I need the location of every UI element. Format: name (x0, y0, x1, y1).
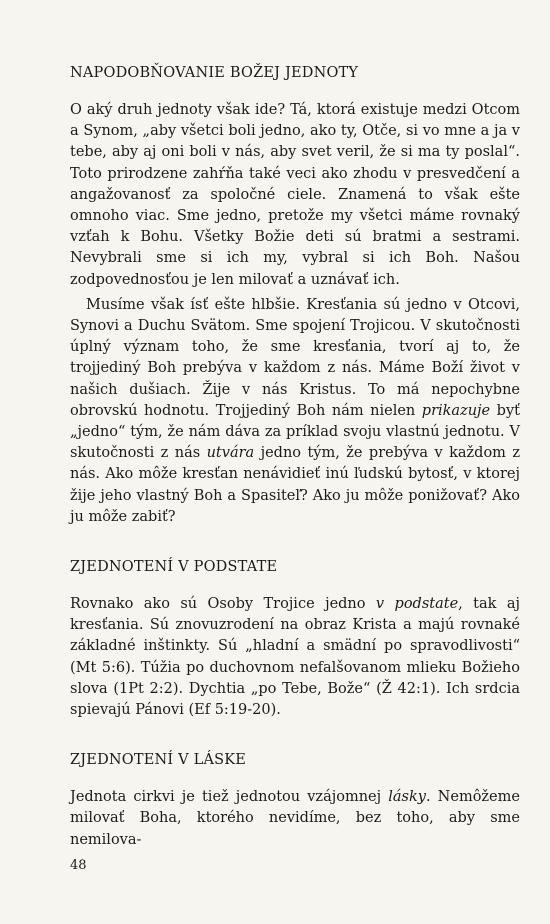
paragraph-3-part-b: , tak aj kresťania. Sú znovuzrodení na obraz Krista a majú rovnaké základné inštinkty. Sú „hladní a smädní po spravodlivosti“ (Mt 5:6). Túžia po duchovnom nefalšovanom mlieku Božieho slova (1Pt 2:2). Dychtia „po Tebe, Bože“ (Ž 42:1). Ich srdcia spievajú Pánovi (Ef 5:19-20). (70, 596, 521, 719)
paragraph-4 (70, 787, 520, 851)
paragraph-3-part-a: Rovnako ako sú Osoby Trojice jedno (70, 596, 376, 613)
paragraph-2-part-a: Musíme však ísť ešte hlbšie. Kresťania sú jedno v Otcovi, Synovi a Duchu Svätom. Sme spojení Trojicou. V skutočnosti úplný význam toho, že sme kresťania, tvorí aj to, že trojjediný Boh prebýva v každom z nás. Máme Boží život v našich dušiach. Žije v nás Kristus. To má nepochybne obrovskú hodnotu. Trojjediný Boh nám nielen (70, 296, 520, 419)
paragraph-4-part-b: . Nemôžeme milovať Boha, ktorého nevidíme, bez toho, aby sme nemilova- (70, 789, 520, 848)
emphasis-utvara: utvára (206, 445, 255, 462)
emphasis-prikazuje: prikazuje (421, 402, 491, 419)
section-heading-substance: ZJEDNOTENÍ V PODSTATE (70, 559, 278, 576)
paragraph-4-part-a: Jednota cirkvi je tiež jednotou vzájomnej (70, 789, 389, 806)
section-heading-imitation: NAPODOBŇOVANIE BOŽEJ JEDNOTY (70, 65, 359, 81)
paragraph-1: O aký druh jednoty však ide? Tá, ktorá existuje medzi Otcom a Synom, „aby všetci boli jedno, ako ty, Otče, si vo mne a ja v tebe, aby aj oni boli v nás, aby svet veril, že si ma ty poslal“. Toto prirodzene zahŕňa také veci ako zhodu v presvedčení a angažovanosť za spoločné ciele. Znamená to však ešte omnoho viac. Sme jedno, pretože my všetci máme rovnaký vzťah k Bohu. Všetky Božie deti sú bratmi a sestrami. Nevybrali sme si ich my, vybral si ich Boh. Našou zodpovednosťou je len milovať a uznávať ich. (70, 102, 520, 288)
emphasis-v-podstate: v podstate (375, 596, 459, 613)
emphasis-lasky: lásky (388, 789, 426, 806)
paragraph-3 (70, 594, 520, 721)
section-heading-love: ZJEDNOTENÍ V LÁSKE (70, 752, 247, 769)
paragraph-2-part-c: jedno tým, že prebýva v každom z nás. Ako môže kresťan nenávidieť inú ľudskú bytosť, v ktorej žije jeho vlastný Boh a Spasiteľ? Ako ju môže ponižovať? Ako ju môže zabiť? (70, 445, 521, 525)
paragraph-2-part-b: byť „jedno“ tým, že nám dáva za príklad svoju vlastnú jednotu. V skutočnosti z nás (70, 402, 520, 462)
paragraph-2 (70, 295, 520, 528)
page-body (70, 60, 520, 851)
page-number: 48 (70, 858, 87, 873)
